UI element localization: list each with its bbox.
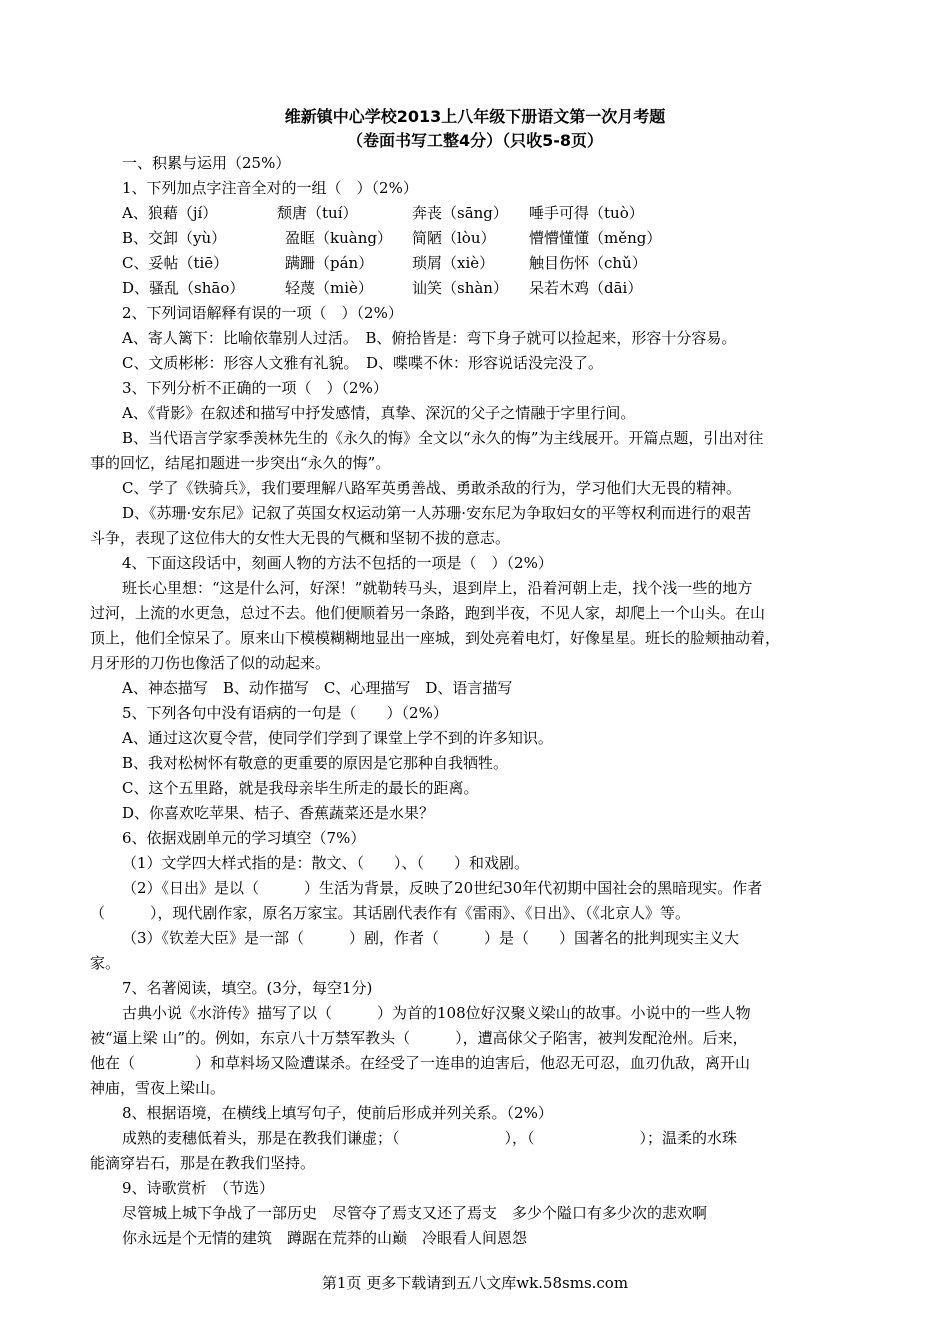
q4-passage-line: 顶上，他们全惊呆了。原来山下模模糊糊地显出一座城，到处亮着电灯，好像星星。班长的脸颊抽动着，	[90, 629, 781, 647]
q7-passage-line: 神庙，雪夜上梁山。	[90, 1079, 226, 1097]
q6-item-2: （2）《日出》是以（ ）生活为背景，反映了20世纪30年代初期中国社会的黑暗现实。作者	[122, 879, 763, 897]
q5-option-c: C、这个五里路，就是我母亲毕生所走的最长的距离。	[122, 779, 479, 797]
q7-passage-line: 他在（ ）和草料场又险遭谋杀。在经受了一连串的迫害后，他忍无可忍，血刃仇敌，离开山	[90, 1054, 751, 1072]
q9-stem: 9、诗歌赏析 （节选）	[122, 1179, 275, 1197]
q7-passage-line: 被“逼上梁 山”的。例如，东京八十万禁军教头（ ），遭高俅父子陷害，被判发配沧州。后来，	[90, 1029, 748, 1047]
q5-option-d: D、你喜欢吃苹果、桔子、香蕉蔬菜还是水果？	[122, 804, 435, 822]
q1-a-4: 唾手可得（tuò）	[529, 204, 644, 222]
q3-option-a: A、《背影》在叙述和描写中抒发感情，真挚、深沉的父子之情融于字里行间。	[122, 404, 636, 422]
q1-a-3: 奔丧（sāng）	[412, 204, 508, 222]
q1-b-1: B、交卸（yù）	[122, 229, 227, 247]
q5-option-a: A、通过这次夏令营，使同学们学到了课堂上学不到的许多知识。	[122, 729, 553, 747]
q1-d-2: 轻蔑（miè）	[285, 279, 373, 297]
q6-stem: 6、依据戏剧单元的学习填空（7%）	[122, 829, 366, 847]
q1-c-1: C、妥帖（tiē）	[122, 254, 229, 272]
q1-a-1: A、狼藉（jí）	[122, 204, 218, 222]
q9-poem-line: 尽管城上城下争战了一部历史 尽管夺了焉支又还了焉支 多少个隘口有多少次的悲欢啊	[122, 1204, 708, 1222]
q6-item-1: （1）文学四大样式指的是：散文、（ ）、（ ）和戏剧。	[122, 854, 530, 872]
q1-option-row	[122, 278, 722, 298]
q1-b-4: 懵懵懂懂（měng）	[529, 229, 662, 247]
q2-line-1: A、寄人篱下：比喻依靠别人过活。 B、俯拾皆是：弯下身子就可以捡起来，形容十分容易。	[122, 329, 737, 347]
q1-b-2: 盈眶（kuàng）	[285, 229, 392, 247]
q4-passage-line: 月牙形的刀伤也像活了似的动起来。	[90, 654, 331, 672]
q2-line-2: C、文质彬彬：形容人文雅有礼貌。 D、喋喋不休：形容说话没完没了。	[122, 354, 604, 372]
q1-d-4: 呆若木鸡（dāi）	[529, 279, 643, 297]
q1-c-2: 蹒跚（pán）	[285, 254, 374, 272]
q6-item-2-cont: （ ），现代剧作家，原名万家宝。其话剧代表作有《雷雨》、《日出》、（《北京人》等。	[90, 904, 691, 922]
q3-option-c: C、学了《铁骑兵》，我们要理解八路军英勇善战、勇敢杀敌的行为，学习他们大无畏的精神。	[122, 479, 741, 497]
exam-subtitle: （卷面书写工整4分）（只收5-8页）	[346, 131, 604, 150]
q4-passage-line: 过河，上流的水更急，总过不去。他们便顺着另一条路，跑到半夜，不见人家，却爬上一个山头。在山	[90, 604, 766, 622]
q3-option-d-cont: 斗争，表现了这位伟大的女性大无畏的气概和坚韧不拔的意志。	[90, 529, 511, 547]
q3-option-d: D、《苏珊·安东尼》记叙了英国女权运动第一人苏珊·安东尼为争取妇女的平等权利而进行的艰苦	[122, 504, 752, 522]
q3-option-b-cont: 事的回忆，结尾扣题进一步突出“永久的悔”。	[90, 454, 391, 472]
q1-stem: 1、下列加点字注音全对的一组（ ）（2%）	[122, 179, 418, 197]
q1-d-3: 讪笑（shàn）	[412, 279, 508, 297]
q1-option-row	[122, 203, 722, 223]
q6-item-3-cont: 家。	[90, 954, 121, 972]
section-heading: 一、积累与运用（25%）	[122, 154, 291, 172]
q8-passage-line: 成熟的麦穗低着头，那是在教我们谦虚；（ ），（ ）；温柔的水珠	[122, 1129, 738, 1147]
q1-d-1: D、骚乱（shāo）	[122, 279, 245, 297]
q9-poem-line: 你永远是个无情的建筑 蹲踞在荒莽的山巅 冷眼看人间恩怨	[122, 1229, 528, 1247]
q5-option-b: B、我对松树怀有敬意的更重要的原因是它那种自我牺牲。	[122, 754, 509, 772]
q2-stem: 2、下列词语解释有误的一项（ ）（2%）	[122, 304, 403, 322]
q1-a-2: 颓唐（tuí）	[277, 204, 358, 222]
q3-option-b: B、当代语言学家季羡林先生的《永久的悔》全文以“永久的悔”为主线展开。开篇点题，引出对往	[122, 429, 764, 447]
exam-title: 维新镇中心学校2013上八年级下册语文第一次月考题	[284, 107, 666, 126]
q8-passage-line: 能滴穿岩石，那是在教我们坚持。	[90, 1154, 316, 1172]
q1-c-4: 触目伤怀（chǔ）	[529, 254, 647, 272]
q4-options: A、神态描写 B、动作描写 C、心理描写 D、语言描写	[122, 679, 513, 697]
q3-stem: 3、下列分析不正确的一项（ ）（2%）	[122, 379, 388, 397]
q4-passage-line: 班长心里想：“这是什么河，好深！”就勒转马头，退到岸上，沿着河朝上走，找个浅一些的地方	[122, 579, 753, 597]
q7-stem: 7、名著阅读，填空。(3分，每空1分)	[122, 979, 373, 997]
q7-passage-line: 古典小说《水浒传》描写了以（ ）为首的108位好汉聚义梁山的故事。小说中的一些人物	[122, 1004, 751, 1022]
q4-stem: 4、下面这段话中，刻画人物的方法不包括的一项是（ ）（2%）	[122, 554, 553, 572]
q1-b-3: 简陋（lòu）	[412, 229, 496, 247]
page-footer: 第1页 更多下载请到五八文库wk.58sms.com	[321, 1274, 629, 1292]
q1-c-3: 琐屑（xiè）	[412, 254, 495, 272]
q6-item-3: （3）《钦差大臣》是一部（ ）剧，作者（ ）是（ ）国著名的批判现实主义大	[122, 929, 740, 947]
q1-option-row	[122, 228, 722, 248]
q1-option-row	[122, 253, 722, 273]
q5-stem: 5、下列各句中没有语病的一句是（ ）（2%）	[122, 704, 448, 722]
q8-stem: 8、根据语境，在横线上填写句子，使前后形成并列关系。（2%）	[122, 1104, 553, 1122]
